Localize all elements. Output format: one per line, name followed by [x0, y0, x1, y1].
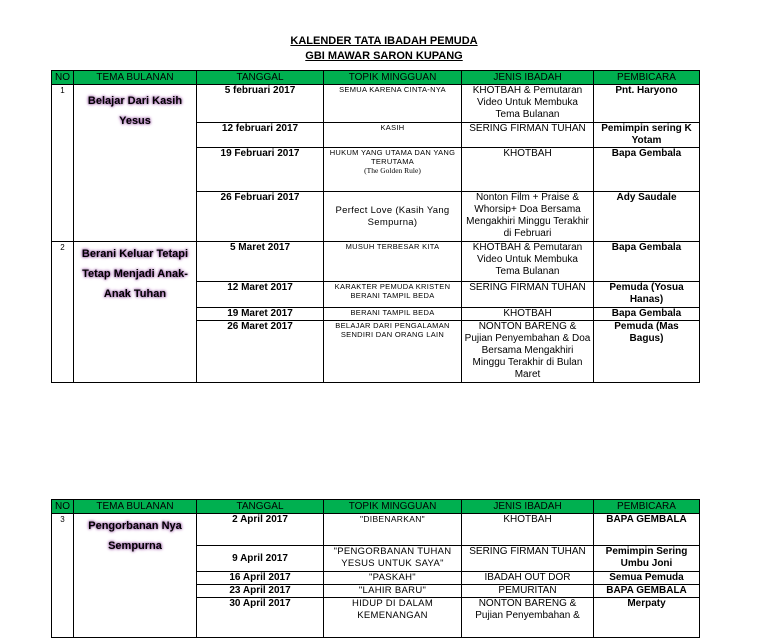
monthly-theme: [74, 85, 197, 242]
speaker-cell: Semua Pemuda: [594, 572, 700, 585]
date-cell: 16 April 2017: [197, 572, 324, 585]
service-type-cell: KHOTBAH: [462, 148, 594, 192]
date-cell: 23 April 2017: [197, 585, 324, 598]
speaker-cell: Pemimpin sering K Yotam: [594, 123, 700, 148]
topic-cell: "PENGORBANAN TUHAN YESUS UNTUK SAYA": [324, 546, 462, 572]
service-type-cell: Nonton Film + Praise & Whorsip+ Doa Bersama Mengakhiri Minggu Terakhir di Februari: [462, 192, 594, 242]
col-header-tanggal: TANGGAL: [197, 71, 324, 85]
topic-cell: BERANI TAMPIL BEDA: [324, 308, 462, 321]
service-type-cell: NONTON BARENG & Pujian Penyembahan & Doa Bersama Mengakhiri Minggu Terakhir di Bulan Maret: [462, 321, 594, 383]
service-type-cell: NONTON BARENG & Pujian Penyembahan &: [462, 598, 594, 638]
speaker-cell: Bapa Gembala: [594, 242, 700, 282]
topic-cell: MUSUH TERBESAR KITA: [324, 242, 462, 282]
col-header-topik: TOPIK MINGGUAN: [324, 500, 462, 514]
speaker-cell: Pemimpin Sering Umbu Joni: [594, 546, 700, 572]
date-cell: 12 Maret 2017: [197, 282, 324, 308]
col-header-topik: TOPIK MINGGUAN: [324, 71, 462, 85]
speaker-cell: Pnt. Haryono: [594, 85, 700, 123]
table-header-row: [52, 71, 700, 85]
topic-cell: "PASKAH": [324, 572, 462, 585]
col-header-jenis: JENIS IBADAH: [462, 71, 594, 85]
table-row: [52, 514, 700, 546]
col-header-tema: TEMA BULANAN: [74, 500, 197, 514]
topic-text: HUKUM YANG UTAMA DAN YANG TERUTAMA: [329, 148, 456, 166]
theme-line: Belajar Dari Kasih: [87, 95, 183, 107]
col-header-pembicara: PEMBICARA: [594, 500, 700, 514]
speaker-cell: Pemuda (Mas Bagus): [594, 321, 700, 383]
date-cell: 26 Februari 2017: [197, 192, 324, 242]
month-number: 2: [52, 242, 74, 383]
date-cell: 5 februari 2017: [197, 85, 324, 123]
col-header-no: NO: [52, 500, 74, 514]
service-type-cell: PEMURITAN: [462, 585, 594, 598]
schedule-table-1: [51, 70, 700, 383]
speaker-cell: BAPA GEMBALA: [594, 514, 700, 546]
theme-line: Tetap Menjadi Anak-: [82, 268, 188, 280]
date-cell: 9 April 2017: [197, 546, 324, 572]
month-number: 3: [52, 514, 74, 638]
theme-line: Berani Keluar Tetapi: [81, 248, 189, 260]
topic-cell: [324, 148, 462, 192]
topic-cell: HIDUP DI DALAM KEMENANGAN: [324, 598, 462, 638]
speaker-cell: Bapa Gembala: [594, 148, 700, 192]
document-title: KALENDER TATA IBADAH PEMUDA: [290, 35, 478, 47]
date-cell: 19 Februari 2017: [197, 148, 324, 192]
table-row: [52, 85, 700, 123]
schedule-table-2: [51, 499, 700, 638]
date-cell: 30 April 2017: [197, 598, 324, 638]
col-header-tanggal: TANGGAL: [197, 500, 324, 514]
service-type-cell: SERING FIRMAN TUHAN: [462, 282, 594, 308]
topic-cell: "LAHIR BARU": [324, 585, 462, 598]
topic-cell: KARAKTER PEMUDA KRISTEN BERANI TAMPIL BEDA: [324, 282, 462, 308]
topic-note: (The Golden Rule): [364, 166, 421, 175]
document-subtitle: GBI MAWAR SARON KUPANG: [305, 50, 463, 62]
service-type-cell: IBADAH OUT DOR: [462, 572, 594, 585]
monthly-theme: [74, 514, 197, 638]
month-number: 1: [52, 85, 74, 242]
topic-cell: "DIBENARKAN": [324, 514, 462, 546]
table-header-row: [52, 500, 700, 514]
service-type-cell: SERING FIRMAN TUHAN: [462, 546, 594, 572]
table-row: [52, 242, 700, 282]
theme-line: Sempurna: [108, 540, 162, 552]
date-cell: 12 februari 2017: [197, 123, 324, 148]
theme-line: Yesus: [119, 115, 151, 127]
date-cell: 26 Maret 2017: [197, 321, 324, 383]
service-type-cell: KHOTBAH: [462, 308, 594, 321]
col-header-pembicara: PEMBICARA: [594, 71, 700, 85]
speaker-cell: Ady Saudale: [594, 192, 700, 242]
service-type-cell: KHOTBAH & Pemutaran Video Untuk Membuka Tema Bulanan: [462, 242, 594, 282]
theme-line: Anak Tuhan: [103, 288, 167, 300]
date-cell: 5 Maret 2017: [197, 242, 324, 282]
topic-cell: KASIH: [324, 123, 462, 148]
service-type-cell: KHOTBAH & Pemutaran Video Untuk Membuka Tema Bulanan: [462, 85, 594, 123]
date-cell: 2 April 2017: [197, 514, 324, 546]
col-header-no: NO: [52, 71, 74, 85]
service-type-cell: SERING FIRMAN TUHAN: [462, 123, 594, 148]
col-header-jenis: JENIS IBADAH: [462, 500, 594, 514]
topic-cell: SEMUA KARENA CINTA-NYA: [324, 85, 462, 123]
date-cell: 19 Maret 2017: [197, 308, 324, 321]
monthly-theme: [74, 242, 197, 383]
speaker-cell: Bapa Gembala: [594, 308, 700, 321]
col-header-tema: TEMA BULANAN: [74, 71, 197, 85]
theme-line: Pengorbanan Nya: [88, 520, 182, 532]
speaker-cell: Merpaty: [594, 598, 700, 638]
service-type-cell: KHOTBAH: [462, 514, 594, 546]
topic-cell: Perfect Love (Kasih Yang Sempurna): [324, 192, 462, 242]
topic-cell: BELAJAR DARI PENGALAMAN SENDIRI DAN ORANG LAIN: [324, 321, 462, 383]
speaker-cell: Pemuda (Yosua Hanas): [594, 282, 700, 308]
speaker-cell: BAPA GEMBALA: [594, 585, 700, 598]
